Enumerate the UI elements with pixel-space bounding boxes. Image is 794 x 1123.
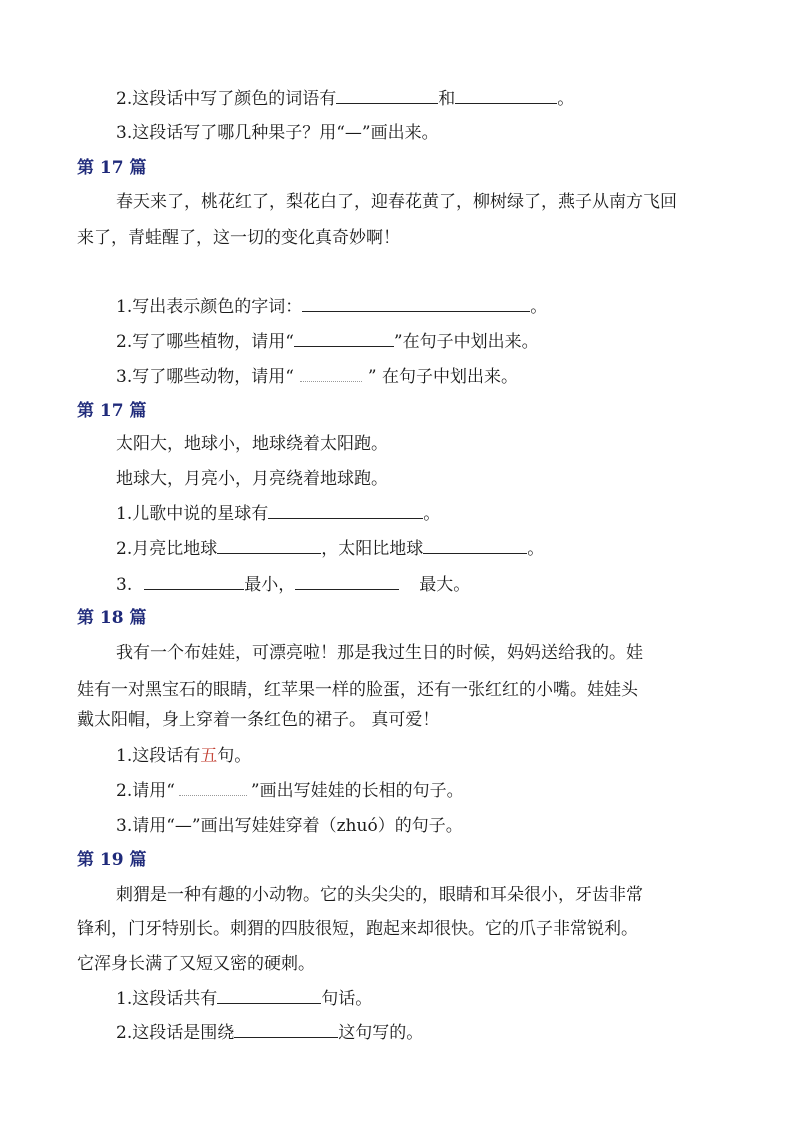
s18-q1-text: 1.这段话有 bbox=[116, 746, 201, 766]
s19-q1-blank[interactable] bbox=[217, 988, 321, 1004]
s19-q2-text: 2.这段话是围绕 bbox=[116, 1023, 235, 1043]
s17b-question-1 bbox=[116, 503, 440, 525]
s17b-q1-end: 。 bbox=[423, 504, 441, 524]
section-17b-title: 第 17 篇 bbox=[77, 401, 147, 421]
s17b-q3-text: 3. bbox=[116, 575, 133, 595]
s19-q1-end: 句话。 bbox=[321, 989, 373, 1009]
s17b-q2-blank-1[interactable] bbox=[217, 538, 321, 554]
s18-paragraph-line-1: 我有一个布娃娃，可漂亮啦！那是我过生日的时候，妈妈送给我的。娃 bbox=[116, 643, 643, 663]
s19-question-1 bbox=[116, 988, 372, 1010]
s17a-q2-text: 2.写了哪些植物，请用“ bbox=[116, 332, 294, 352]
s17b-q2-mid: ，太阳比地球 bbox=[321, 539, 424, 559]
s18-q2-post: ”画出写娃娃的长相的句子。 bbox=[250, 781, 464, 801]
s17a-q3-wavy-line bbox=[300, 373, 362, 382]
s16-q2-text: 2.这段话中写了颜色的词语有 bbox=[116, 89, 337, 109]
s19-paragraph-line-2: 锋利，门牙特别长。刺猬的四肢很短，跑起来却很快。它的爪子非常锐利。 bbox=[77, 919, 638, 939]
s17b-question-3 bbox=[116, 574, 470, 596]
s17a-paragraph-line-1: 春天来了，桃花红了，梨花白了，迎春花黄了，柳树绿了，燕子从南方飞回 bbox=[116, 192, 677, 212]
s18-paragraph-line-3: 戴太阳帽，身上穿着一条红色的裙子。 真可爱！ bbox=[77, 710, 440, 730]
s17b-q3-blank-2[interactable] bbox=[295, 574, 399, 590]
s17a-q2-post: ”在句子中划出来。 bbox=[393, 332, 539, 352]
s17b-q3-end: 最大。 bbox=[419, 575, 471, 595]
s17a-paragraph-line-2: 来了，青蛙醒了，这一切的变化真奇妙啊！ bbox=[77, 228, 400, 248]
s17a-question-2 bbox=[116, 331, 539, 353]
s17b-q1-text: 1.儿歌中说的星球有 bbox=[116, 504, 269, 524]
s18-question-3: 3.请用“—”画出写娃娃穿着（zhuó）的句子。 bbox=[116, 816, 463, 836]
s18-q1-end: 句。 bbox=[217, 746, 252, 766]
s17b-q2-end: 。 bbox=[527, 539, 545, 559]
s16-question-3: 3.这段话写了哪几种果子？用“—”画出来。 bbox=[116, 123, 439, 143]
s18-paragraph-line-2: 娃有一对黑宝石的眼睛，红苹果一样的脸蛋，还有一张红红的小嘴。娃娃头 bbox=[77, 680, 638, 700]
s18-q2-text: 2.请用“ bbox=[116, 781, 175, 801]
s17a-q3-text: 3.写了哪些动物，请用“ bbox=[116, 367, 294, 387]
s17b-q3-blank-1[interactable] bbox=[144, 574, 244, 590]
s16-q2-blank-1[interactable] bbox=[336, 88, 438, 104]
s17a-q3-post: ” 在句子中划出来。 bbox=[367, 367, 519, 387]
s17a-q1-text: 1.写出表示颜色的字词： bbox=[116, 297, 303, 317]
s17a-q1-end: 。 bbox=[530, 297, 548, 317]
s17b-rhyme-line-1: 太阳大，地球小，地球绕着太阳跑。 bbox=[116, 434, 388, 454]
s18-question-2 bbox=[116, 780, 464, 802]
section-18-title: 第 18 篇 bbox=[77, 608, 147, 628]
s19-q2-end: 这句写的。 bbox=[338, 1023, 424, 1043]
s18-q1-answer: 五 bbox=[200, 746, 218, 766]
s16-q2-end: 。 bbox=[557, 89, 575, 109]
s19-q2-blank[interactable] bbox=[234, 1022, 338, 1038]
s18-question-1 bbox=[116, 745, 251, 767]
s16-question-2 bbox=[116, 88, 574, 110]
s19-paragraph-line-3: 它浑身长满了又短又密的硬刺。 bbox=[77, 954, 315, 974]
s17a-question-1 bbox=[116, 296, 547, 318]
s19-paragraph-line-1: 刺猬是一种有趣的小动物。它的头尖尖的，眼睛和耳朵很小，牙齿非常 bbox=[116, 885, 643, 905]
s17b-q2-blank-2[interactable] bbox=[423, 538, 527, 554]
s17a-q2-straight-line bbox=[294, 331, 394, 347]
s17b-q2-text: 2.月亮比地球 bbox=[116, 539, 218, 559]
s16-q2-mid: 和 bbox=[438, 89, 456, 109]
s17b-q1-blank[interactable] bbox=[268, 503, 423, 519]
s17b-q3-mid: 最小， bbox=[244, 575, 296, 595]
section-17a-title: 第 17 篇 bbox=[77, 158, 147, 178]
s16-q2-blank-2[interactable] bbox=[455, 88, 557, 104]
s17a-question-3 bbox=[116, 366, 518, 388]
section-19-title: 第 19 篇 bbox=[77, 850, 147, 870]
s17b-rhyme-line-2: 地球大，月亮小，月亮绕着地球跑。 bbox=[116, 469, 388, 489]
s19-q1-text: 1.这段话共有 bbox=[116, 989, 218, 1009]
s18-q2-wavy-line bbox=[179, 787, 247, 796]
s17b-question-2 bbox=[116, 538, 544, 560]
s17a-q1-blank[interactable] bbox=[302, 296, 530, 312]
s19-question-2 bbox=[116, 1022, 423, 1044]
